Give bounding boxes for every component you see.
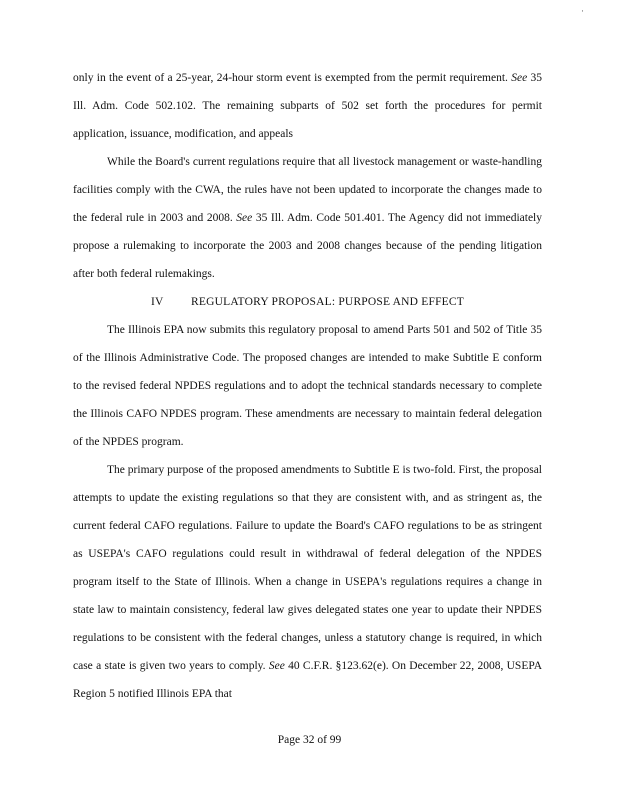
- p2-see: See: [236, 212, 253, 224]
- p4-text-a: The primary purpose of the proposed amendments to Subtitle E is two-fold. First, the proposal attempts to update the existing regulations so that they are consistent with, and as stringent as, the current federal CAFO regulations. Failure to update the Board's CAFO regulations to be as stringent as USEPA's CAFO regulations could result in withdrawal of federal delegation of the NPDES program itself to the State of Illinois. When a change in USEPA's regulations requires a change in state law to maintain consistency, federal law gives delegated states one year to update their NPDES regulations to be consistent with the federal changes, unless a statutory change is required, in which case a state is given two years to comply.: [73, 464, 542, 672]
- corner-mark: ·: [581, 6, 584, 16]
- page-number: Page 32 of 99: [277, 734, 342, 746]
- section-heading: [73, 288, 542, 316]
- paragraph-proposal: [73, 316, 542, 456]
- section-title: REGULATORY PROPOSAL: PURPOSE AND EFFECT: [191, 296, 464, 308]
- p2-text-a: While the Board's current regulations require that all livestock management or waste-handling facilities comply with the CWA, the rules have not been updated to incorporate the changes made to the federal rule in 2003 and 2008.: [73, 156, 542, 224]
- paragraph-storm-exemption: [73, 64, 542, 148]
- p4-see: See: [268, 660, 285, 672]
- p1-text: only in the event of a 25-year, 24-hour storm event is exempted from the permit requirement.: [73, 72, 508, 84]
- paragraph-board-regulations: [73, 148, 542, 288]
- paragraph-primary-purpose: [73, 456, 542, 708]
- p3-text: The Illinois EPA now submits this regulatory proposal to amend Parts 501 and 502 of Title 35 of the Illinois Administrative Code. The proposed changes are intended to make Subtitle E conform to the revised federal NPDES regulations and to adopt the technical standards necessary to complete the Illinois CAFO NPDES program. These amendments are necessary to maintain federal delegation of the NPDES program.: [73, 324, 542, 448]
- p1-cont: 35 Ill. Adm. Code 502.102. The remaining subparts of 502 set forth the procedures for permit application, issuance, modification, and appeals: [73, 72, 543, 140]
- p1-see: See: [511, 72, 528, 84]
- document-body: [73, 64, 542, 708]
- section-number: IV: [151, 296, 164, 308]
- p4-text-b: 40 C.F.R. §123.62(e). On December 22, 2008, USEPA Region 5 notified Illinois EPA that: [73, 660, 543, 700]
- p2-text-b: 35 Ill. Adm. Code 501.401. The Agency did not immediately propose a rulemaking to incorporate the 2003 and 2008 changes because of the pending litigation after both federal rulemakings.: [73, 212, 542, 280]
